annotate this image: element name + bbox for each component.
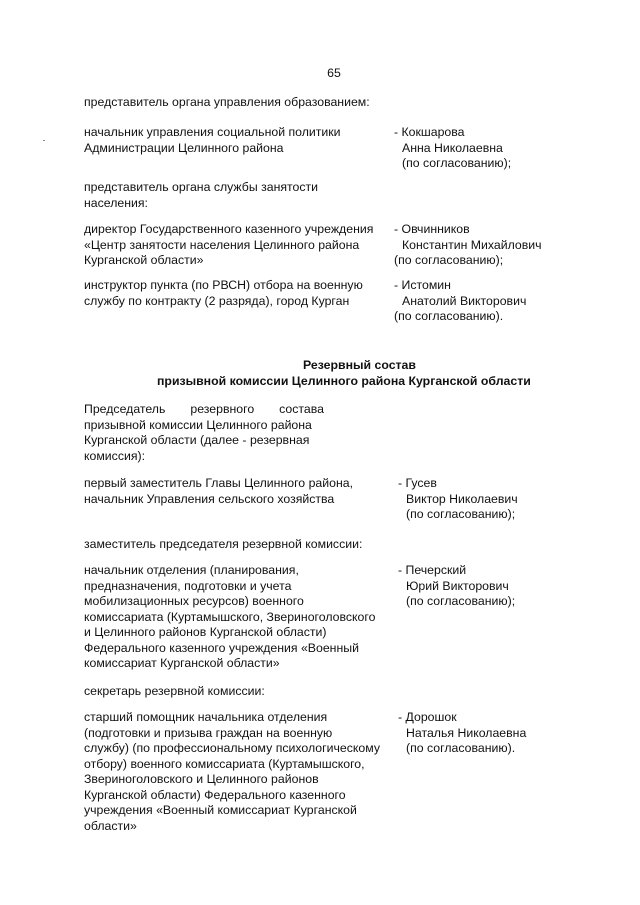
- text-line: мобилизационных ресурсов) военного: [84, 594, 304, 608]
- text-line: начальник управления социальной политики: [84, 125, 341, 139]
- text-line: населения:: [84, 195, 148, 210]
- text-line: Председатель резервного состава: [84, 402, 324, 416]
- person-agreement: (по согласованию).: [406, 741, 516, 755]
- deputy-heading: заместитель председателя резервной комиссии:: [84, 537, 363, 551]
- text-line: службу по контракту (2 разряда), город Курган: [84, 293, 350, 308]
- person-name: Анатолий Викторович: [402, 293, 527, 308]
- person-name: Виктор Николаевич: [406, 491, 518, 506]
- title-line: призывной комиссии Целинного района Курганской области: [157, 373, 531, 388]
- text-line: Курганской области (далее - резервная: [84, 433, 310, 447]
- person-name: Наталья Николаевна: [406, 725, 527, 740]
- text-line: отбору) военного комиссариата (Куртамышского,: [84, 756, 365, 771]
- member-person: [398, 710, 526, 757]
- person-surname: - Гусев: [398, 476, 437, 490]
- person-surname: - Истомин: [394, 278, 451, 292]
- edu-heading: представитель органа управления образованием:: [84, 95, 370, 109]
- text-line: директор Государственного казенного учреждения: [84, 222, 374, 236]
- text-line: Курганской области) Федерального казенного: [84, 787, 346, 802]
- secretary-heading: секретарь резервной комиссии:: [84, 684, 265, 698]
- member-position: [84, 222, 373, 269]
- member-person: [398, 476, 518, 523]
- person-name: Константин Михайлович: [402, 237, 542, 252]
- text-line: учреждения «Военный комиссариат Курганской: [84, 803, 357, 817]
- text-line: службу) (по профессиональному психологическому: [84, 741, 380, 755]
- member-position: [84, 710, 380, 834]
- text-line: Звериноголовского и Целинного районов: [84, 772, 319, 786]
- employment-heading: [84, 180, 574, 211]
- text-line: (подготовки и призыва граждан на военную: [84, 725, 333, 740]
- member-position: [84, 476, 353, 507]
- text-line: области»: [84, 818, 137, 833]
- page-number: 65: [327, 66, 341, 80]
- text-line: комиссариат Курганской области»: [84, 656, 280, 670]
- text-line: предназначения, подготовки и учета: [84, 578, 292, 593]
- person-surname: - Печерский: [398, 563, 467, 577]
- person-agreement: (по согласованию);: [406, 507, 516, 521]
- reserve-title: [0, 358, 640, 389]
- member-person: [398, 563, 515, 610]
- text-line: Курганской области»: [84, 253, 204, 267]
- text-line: начальник отделения (планирования,: [84, 563, 299, 577]
- member-person: [394, 222, 542, 269]
- member-position: [84, 563, 375, 672]
- text-line: призывной комиссии Целинного района: [84, 417, 312, 432]
- person-surname: - Овчинников: [394, 222, 470, 236]
- member-position: [84, 278, 363, 309]
- text-line: начальник Управления сельского хозяйства: [84, 491, 335, 506]
- text-line: старший помощник начальника отделения: [84, 710, 328, 724]
- text-line: «Центр занятости населения Целинного района: [84, 237, 360, 252]
- member-position: [84, 125, 341, 156]
- text-line: и Целинного районов Курганской области): [84, 625, 327, 639]
- title-line: Резервный состав: [303, 358, 416, 372]
- text-line: представитель органа службы занятости: [84, 180, 319, 194]
- person-agreement: (по согласованию);: [406, 594, 516, 608]
- text-line: Федерального казенного учреждения «Военный: [84, 640, 359, 655]
- text-line: инструктор пункта (по РВСН) отбора на военную: [84, 278, 363, 292]
- person-name: Юрий Викторович: [406, 578, 509, 593]
- member-person: [394, 125, 511, 172]
- text-line: комиссия):: [84, 448, 146, 463]
- person-agreement: (по согласованию);: [394, 253, 504, 267]
- person-agreement: (по согласованию);: [402, 156, 512, 170]
- text-line: первый заместитель Главы Целинного района,: [84, 476, 353, 490]
- person-name: Анна Николаевна: [402, 140, 503, 155]
- text-line: Администрации Целинного района: [84, 140, 284, 155]
- person-surname: - Кокшарова: [394, 125, 465, 139]
- text-line: комиссариата (Куртамышского, Звериноголовского: [84, 609, 376, 624]
- person-surname: - Дорошок: [398, 710, 457, 724]
- chair-heading: [84, 402, 324, 464]
- person-agreement: (по согласованию).: [394, 309, 504, 323]
- scan-mark: [43, 140, 45, 141]
- member-person: [394, 278, 526, 325]
